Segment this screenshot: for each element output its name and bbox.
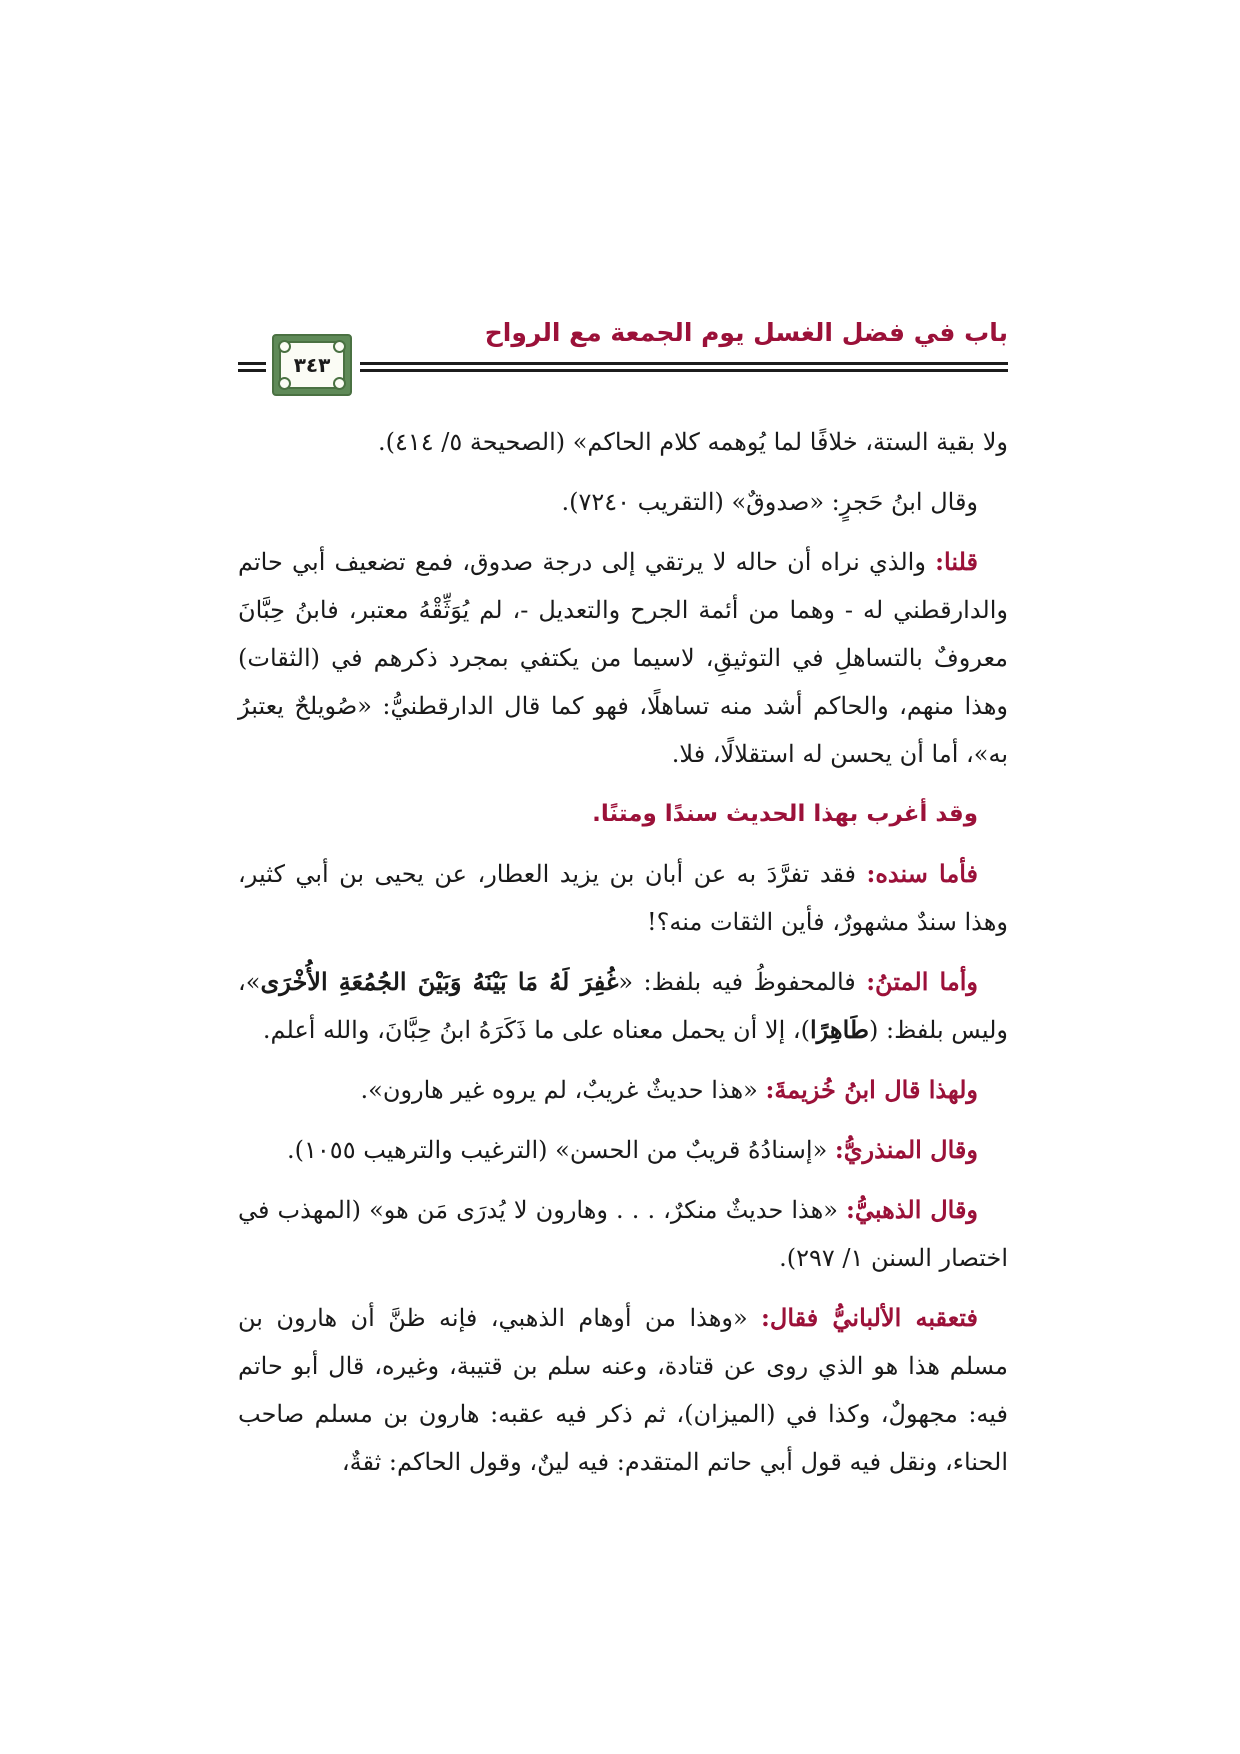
- hadith-word: طَاهِرًا: [810, 1015, 869, 1044]
- header-rule-bottom: [360, 369, 1008, 372]
- paragraph-8: [238, 1186, 1008, 1282]
- paragraph-5: [238, 958, 1008, 1054]
- paragraph-lead: فتعقبه الألبانيُّ فقال:: [761, 1303, 978, 1332]
- paragraph-3: [238, 538, 1008, 778]
- paragraph-text: )، إلا أن يحمل معناه على ما ذَكَرَهُ ابنُ حِبَّانَ، والله أعلم.: [262, 1016, 811, 1044]
- hadith-quote: غُفِرَ لَهُ مَا بَيْنَهُ وَبَيْنَ الجُمُعَةِ الأُخْرَى: [260, 967, 619, 996]
- paragraph-lead: وأما المتنُ:: [866, 967, 978, 996]
- paragraph-text: ولا بقية الستة، خلافًا لما يُوهمه كلام الحاكم» (الصحيحة ٥/ ٤١٤).: [377, 428, 1008, 456]
- page-number: ٣٤٣: [293, 353, 331, 377]
- header-rule-left-top: [238, 362, 266, 365]
- paragraph-7: [238, 1126, 1008, 1174]
- chapter-title: باب في فضل الغسل يوم الجمعة مع الرواح: [484, 318, 1008, 347]
- header-rule-top: [360, 362, 1008, 365]
- paragraph-text: »، وليس بلفظ: (: [238, 968, 1008, 1044]
- paragraph-lead: وقال الذهبيُّ:: [846, 1195, 979, 1224]
- corner-ornament-icon: [333, 377, 346, 390]
- paragraph-text: والذي نراه أن حاله لا يرتقي إلى درجة صدوق، فمع تضعيف أبي حاتم والدارقطني له - وهما من أئمة الجرح والتعديل -، لم يُوَثِّقْهُ معتبر، فابنُ حِبَّانَ معروفٌ بالتساهلِ في التوثيقِ، لاسيما من يكتفي بمجرد ذكرهم في (الثقات) وهذا منهم، والحاكم أشد منه تساهلًا، فهو كما قال الدارقطنيُّ: «صُويلحٌ يعتبرُ به»، أما أن يحسن له استقلالًا، فلا.: [238, 548, 1009, 768]
- corner-ornament-icon: [333, 340, 346, 353]
- paragraph-text: «هذا حديثٌ غريبٌ، لم يروه غير هارون».: [360, 1076, 766, 1104]
- header-rule-left-bottom: [238, 369, 266, 372]
- page-body: [238, 418, 1008, 1498]
- page-number-frame: [272, 334, 352, 396]
- page-header: [238, 318, 1008, 422]
- paragraph-text: فالمحفوظُ فيه بلفظ: «: [618, 968, 867, 996]
- section-heading: وقد أغرب بهذا الحديث سندًا ومتنًا.: [592, 801, 978, 827]
- paragraph-lead: قلنا:: [935, 547, 978, 576]
- paragraph-lead: ولهذا قال ابنُ خُزيمةَ:: [765, 1075, 978, 1104]
- paragraph-1: [238, 418, 1008, 466]
- paragraph-text: فقد تفرَّدَ به عن أبان بن يزيد العطار، عن يحيى بن أبي كثير، وهذا سندٌ مشهورٌ، فأين الثقات منه؟!: [238, 860, 1008, 936]
- paragraph-lead: وقال المنذريُّ:: [834, 1135, 978, 1164]
- paragraph-6: [238, 1066, 1008, 1114]
- corner-ornament-icon: [278, 377, 291, 390]
- paragraph-4: [238, 850, 1008, 946]
- page-number-panel: [279, 341, 345, 389]
- paragraph-text: «هذا حديثٌ منكرٌ، . . . وهارون لا يُدرَى مَن هو» (المهذب في اختصار السنن ١/ ٢٩٧).: [238, 1196, 1008, 1272]
- paragraph-text: وقال ابنُ حَجرٍ: «صدوقٌ» (التقريب ٧٢٤٠).: [561, 488, 978, 516]
- paragraph-lead: فأما سنده:: [866, 859, 978, 888]
- paragraph-2: [238, 478, 1008, 526]
- paragraph-text: «إسنادُهُ قريبٌ من الحسن» (الترغيب والترهيب ١٠٥٥).: [287, 1136, 835, 1164]
- paragraph-text: «وهذا من أوهام الذهبي، فإنه ظنَّ أن هارون بن مسلم هذا هو الذي روى عن قتادة، وعنه سلم بن قتيبة، وغيره، قال أبو حاتم فيه: مجهولٌ، وكذا في (الميزان)، ثم ذكر فيه عقبه: هارون بن مسلم صاحب الحناء، ونقل فيه قول أبي حاتم المتقدم: فيه لينٌ، وقول الحاكم: ثقةٌ،: [238, 1304, 1008, 1476]
- paragraph-9: [238, 1294, 1008, 1486]
- corner-ornament-icon: [278, 340, 291, 353]
